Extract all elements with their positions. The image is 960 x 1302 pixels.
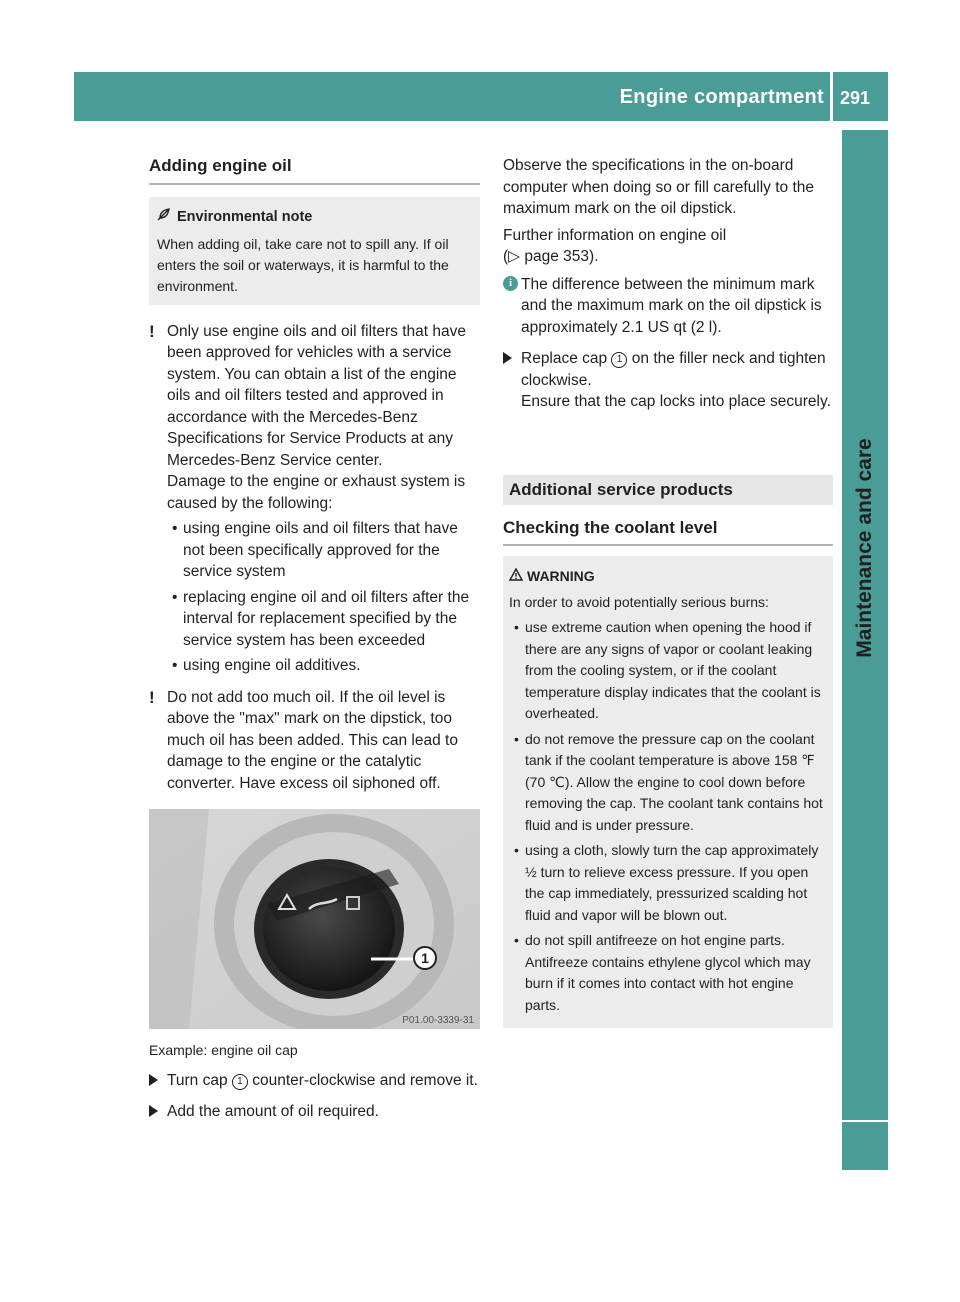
warning-title: WARNING bbox=[527, 568, 595, 584]
left-column-lower bbox=[149, 1040, 480, 1123]
environmental-note bbox=[149, 197, 480, 305]
leaf-icon bbox=[157, 207, 177, 228]
warning-box bbox=[503, 556, 833, 1028]
left-column bbox=[149, 155, 480, 794]
info-note-text: The difference between the minimum mark and the maximum mark on the oil dipstick is approximately 2.1 US qt (2 l). bbox=[521, 275, 822, 336]
further-info: Further information on engine oil (▷ page 353). bbox=[503, 226, 727, 265]
arrow-icon bbox=[149, 1074, 158, 1086]
step-item: Turn cap 1 counter-clockwise and remove it. bbox=[149, 1070, 480, 1092]
list-item: • do not spill antifreeze on hot engine parts. Antifreeze contains ethylene glycol which may burn if it comes into contact with hot engine parts. bbox=[514, 932, 811, 1013]
intro-text: Observe the specifications in the on-board computer when doing so or fill carefully to the maximum mark on the oil dipstick. bbox=[503, 157, 815, 217]
list-item: • using engine oils and oil filters that have not been specifically approved for the service system bbox=[172, 520, 458, 580]
page-title: Engine compartment bbox=[619, 86, 824, 108]
exclamation-icon: ! bbox=[149, 321, 155, 341]
list-item: • using engine oil additives. bbox=[172, 657, 361, 674]
info-note bbox=[503, 274, 833, 339]
environmental-note-body: When adding oil, take care not to spill any. If oil enters the soil or waterways, it is harmful to the environment. bbox=[157, 235, 449, 294]
exclamation-icon: ! bbox=[149, 687, 155, 707]
section-heading: Adding engine oil bbox=[149, 155, 480, 185]
page-reference[interactable]: (▷ page 353). bbox=[503, 248, 599, 265]
header-divider bbox=[830, 72, 833, 121]
caution-note-oil-level bbox=[149, 687, 480, 795]
caution-note-text: Only use engine oils and oil filters that have been approved for vehicles with a service system. You can obtain a list of the engine oils and oil filters tested and approved in accordance with the Mercedes-Benz Specifications for Service Products at any Mercedes-Benz Service center. bbox=[167, 322, 466, 469]
step-sub-text: Ensure that the cap locks into place securely. bbox=[521, 393, 831, 410]
caution-note bbox=[149, 321, 480, 677]
warning-intro: In order to avoid potentially serious burns: bbox=[509, 593, 769, 610]
list-item: • using a cloth, slowly turn the cap approximately ½ turn to relieve excess pressure. If you open the cap immediately, pressurized scalding hot fluid and vapor will be blown out. bbox=[514, 842, 819, 923]
right-column bbox=[503, 155, 833, 413]
section-heading: Additional service products bbox=[503, 475, 833, 505]
list-item: • replacing engine oil and oil filters after the interval for replacement specified by the service system has been exceeded bbox=[172, 588, 470, 649]
side-tab-marker bbox=[842, 1122, 888, 1170]
page-number: 291 bbox=[840, 88, 871, 108]
list-item: • do not remove the pressure cap on the coolant tank if the coolant temperature is above 158 ℉ (70 ℃). Allow the engine to cool down before removing the cap. The coolant tank contains hot fluid and is under pressure. bbox=[514, 730, 823, 833]
environmental-note-title: Environmental note bbox=[177, 208, 313, 225]
figure-code: P01.00-3339-31 bbox=[402, 1015, 474, 1026]
callout-number: 1 bbox=[611, 352, 627, 368]
arrow-icon bbox=[149, 1105, 158, 1117]
oil-cap-photo bbox=[149, 809, 480, 1029]
callout-number: 1 bbox=[421, 950, 429, 966]
warning-icon bbox=[509, 566, 527, 588]
arrow-icon bbox=[503, 352, 512, 364]
info-icon: i bbox=[503, 276, 518, 291]
caution-note-oil-level-text: Do not add too much oil. If the oil level is above the "max" mark on the dipstick, too much oil has been added. This can lead to damage to the engine or the catalytic converter. Have excess oil siphoned off. bbox=[167, 688, 458, 792]
callout-number: 1 bbox=[232, 1074, 248, 1090]
step-item: Add the amount of oil required. bbox=[149, 1101, 480, 1123]
right-column-lower bbox=[503, 475, 833, 1028]
step-item: Replace cap 1 on the filler neck and tighten clockwise. Ensure that the cap locks into place securely. bbox=[503, 348, 833, 413]
figure-caption: Example: engine oil cap bbox=[149, 1042, 298, 1058]
sub-heading: Checking the coolant level bbox=[503, 517, 833, 547]
damage-intro: Damage to the engine or exhaust system is caused by the following: bbox=[167, 473, 466, 512]
list-item: • use extreme caution when opening the hood if there are any signs of vapor or coolant leaking from the cooling system, or if the coolant temperature display indicates that the coolant is overheated. bbox=[514, 619, 821, 721]
side-tab-label: Maintenance and care bbox=[853, 438, 876, 658]
